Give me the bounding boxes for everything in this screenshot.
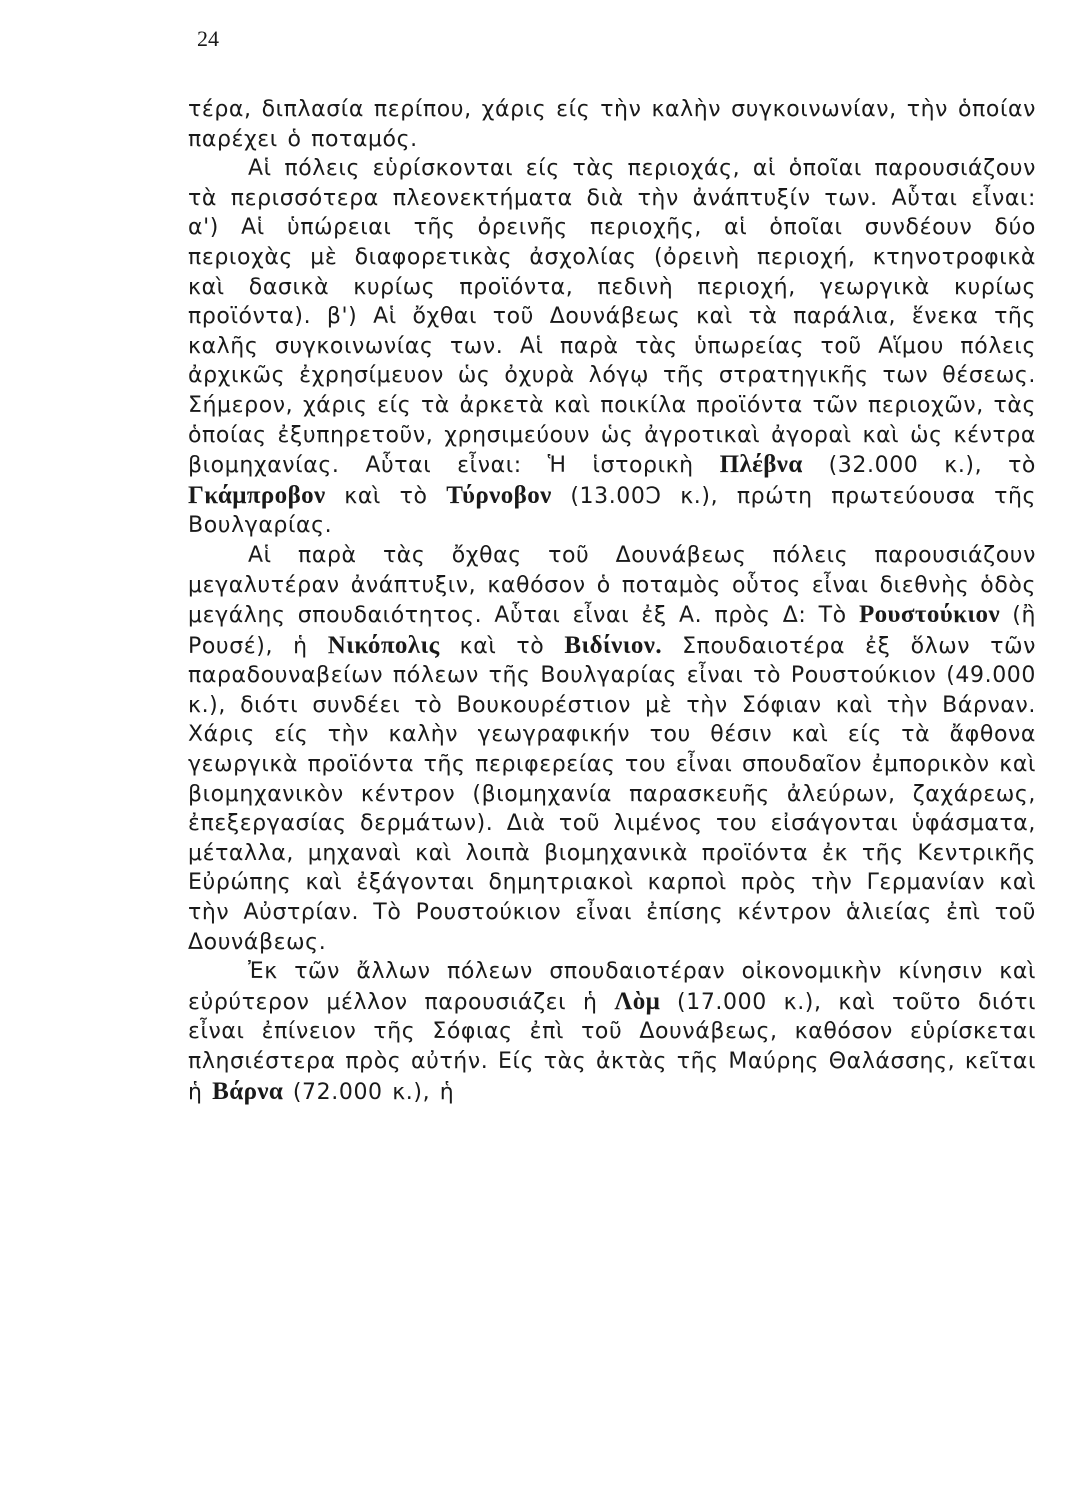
text-run: (72.000 κ.), ἡ	[283, 1079, 455, 1105]
place-name: Ρουστούκιον	[858, 601, 1001, 629]
place-name: Νικόπολις	[327, 631, 440, 659]
paragraph	[188, 154, 1036, 541]
text-run: Αἱ πόλεις εὑρίσκονται είς τὰς περιοχάς, αἱ ὁποῖαι παρουσιάζουν τὰ περισσότερα πλεονεκτήματα διὰ τὴν ἀνάπτυξίν των. Αὗται εἶναι: α') Αἱ ὑπώρειαι τῆς ὀρεινῆς περιοχῆς, αἱ ὁποῖαι συνδέουν δύο περιοχὰς μὲ διαφορετικὰς ἀσχολίας (ὀρεινὴ περιοχή, κτηνοτροφικὰ καὶ δασικὰ κυρίως προϊόντα, πεδινὴ περιοχή, γεωργικὰ κυρίως προϊόντα). β') Αἱ ὄχθαι τοῦ Δουνάβεως καὶ τὰ παράλια, ἕνεκα τῆς καλῆς συγκοινωνίας των. Αἱ παρὰ τὰς ὑπωρείας τοῦ Αἵμου πόλεις ἀρχικῶς ἐχρησίμευον ὡς ὀχυρὰ λόγῳ τῆς στρατηγικῆς των θέσεως. Σήμερον, χάρις είς τὰ ἀρκετὰ καὶ ποικίλα προϊόντα τῶν περιοχῶν, τὰς ὁποίας ἐξυπηρετοῦν, χρησιμεύουν ὡς ἀγροτικαὶ ἀγοραὶ καὶ ὡς κέντρα βιομηχανίας. Αὗται εἶναι: Ἡ ἱστορικὴ	[188, 156, 1036, 479]
paragraph	[188, 541, 1036, 957]
text-run: καὶ τὸ	[439, 633, 565, 659]
paragraph	[188, 957, 1036, 1107]
place-name: Πλέβνα	[719, 451, 803, 479]
text-body	[188, 95, 1036, 1107]
place-name: Βάρνα	[212, 1077, 284, 1105]
text-run: (17.000 κ.), καὶ τοῦτο διότι εἶναι ἐπίνειον τῆς Σόφιας ἐπὶ τοῦ Δουνάβεως, καθόσον εὑρίσκεται πλησιέστερα πρὸς αὐτήν. Είς τὰς ἀκτὰς τῆς Μαύρης Θαλάσσης, κεῖται ἡ	[188, 989, 1036, 1105]
text-run: Ἐκ τῶν ἄλλων πόλεων σπουδαιοτέραν οἰκονομικὴν κίνησιν καὶ εὐρύτερον μέλλον παρουσιάζει ἡ	[188, 959, 1036, 1015]
place-name: Λὸμ	[614, 987, 661, 1015]
text-run: Αἱ παρὰ τὰς ὄχθας τοῦ Δουνάβεως πόλεις παρουσιάζουν μεγαλυτέραν ἀνάπτυξιν, καθόσον ὁ ποταμὸς οὗτος εἶναι διεθνὴς ὁδὸς μεγάλης σπουδαιότητος. Αὗται εἶναι ἐξ Α. πρὸς Δ: Τὸ	[188, 542, 1036, 629]
place-name: Τύρνοβον	[446, 481, 552, 509]
place-name: Βιδίνιον.	[564, 631, 663, 659]
place-name: Γκάμπροβον	[188, 481, 326, 509]
text-run: τέρα, διπλασία περίπου, χάρις είς τὴν καλὴν συγκοινωνίαν, τὴν ὁποίαν παρέχει ὁ ποταμός.	[188, 97, 1036, 152]
paragraph	[188, 95, 1036, 154]
text-run: (ἢ Ρουσέ), ἡ	[188, 603, 1036, 659]
text-run: καὶ τὸ	[325, 483, 447, 509]
text-run: (13.00Ͻ κ.), πρώτη πρωτεύουσα τῆς Βουλγαρίας.	[188, 483, 1036, 539]
page-number: 24	[197, 26, 219, 51]
text-run: (32.000 κ.), τὸ	[802, 453, 1036, 479]
text-run: Σπουδαιοτέρα ἐξ ὅλων τῶν παραδουναβείων πόλεων τῆς Βουλγαρίας εἶναι τὸ Ρουστούκιον (49.000 κ.), διότι συνδέει τὸ Βουκουρέστιον μὲ τὴν Σόφιαν καὶ τὴν Βάρναν. Χάρις είς τὴν καλὴν γεωγραφικήν του θέσιν καὶ είς τὰ ἄφθονα γεωργικὰ προϊόντα τῆς περιφερείας του εἶναι σπουδαῖον ἐμπορικὸν καὶ βιομηχανικὸν κέντρον (βιομηχανία παρασκευῆς ἀλεύρων, ζαχάρεως, ἐπεξεργασίας δερμάτων). Διὰ τοῦ λιμένος του εἰσάγονται ὑφάσματα, μέταλλα, μηχαναὶ καὶ λοιπὰ βιομηχανικὰ προϊόντα ἐκ τῆς Κεντρικῆς Εὐρώπης καὶ ἐξάγονται δημητριακοὶ καρποὶ πρὸς τὴν Γερμανίαν καὶ τὴν Αὐστρίαν. Τὸ Ρουστούκιον εἶναι ἐπίσης κέντρον ἁλιείας ἐπὶ τοῦ Δουνάβεως.	[188, 633, 1037, 955]
